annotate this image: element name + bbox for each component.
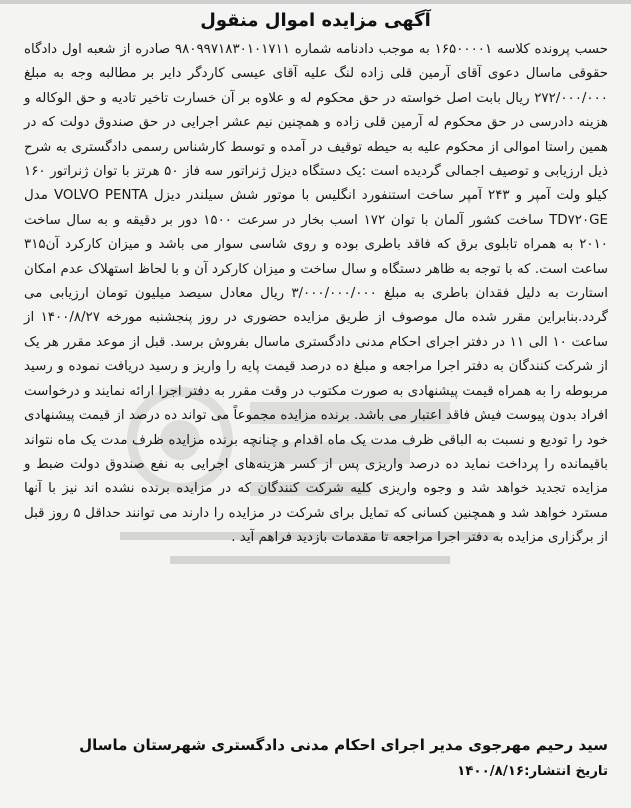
notice-body (24, 38, 608, 551)
publish-date: تاریخ انتشار:۱۴۰۰/۸/۱۶ (457, 764, 608, 779)
notice-title: آگهی مزایده اموال منقول (200, 10, 431, 31)
notice-body-paragraph: حسب پرونده کلاسه ۱۶۵۰۰۰۰۱ به موجب دادنامه شماره ۹۸۰۹۹۷۱۸۳۰۱۰۱۷۱۱ صادره از شعبه اول دادگاه حقوقی ماسال دعوی آقای آرمین قلی زاده لنگ علیه آقای عیسی کاردگر دایر بر مطالبه وجه به مبلغ ۲۷۲/۰۰۰/۰۰۰ ریال بابت اصل خواسته در حق محکوم له و علاوه بر آن خسارت تاخیر تادیه و حق الوکاله و هزینه دادرسی در حق محکوم له آرمین قلی زاده و همچنین نیم عشر اجرایی در حق صندوق دولت که در همین راستا اموالی از محکوم علیه به حیطه توقیف در آمده و توسط کارشناس رسمی دادگستری به شرح ذیل ارزیابی و توصیف اجمالی گردیده است :یک دستگاه دیزل ژنراتور سه فاز ۵۰ هرتز با توان ژنراتور ۱۶۰ کیلو ولت آمپر و ۲۴۳ آمپر ساخت استنفورد انگلیس با موتور شش سیلندر دیزل VOLVO PENTA مدل TD۷۲۰GE ساخت کشور آلمان با توان ۱۷۲ اسب بخار در سرعت ۱۵۰۰ دور بر دقیقه و به سال ساخت ۲۰۱۰ به همراه تابلوی برق که فاقد باطری بوده و روی شاسی سوار می باشد و میزان کارکرد آن۳۱۵ ساعت است. که با توجه به ظاهر دستگاه و سال ساخت و میزان کارکرد آن و با لحاظ استهلاک عدم امکان استارت به دلیل فقدان باطری به مبلغ ۳/۰۰۰/۰۰۰/۰۰۰ ریال معادل سیصد میلیون تومان ارزیابی می گردد.بنابراین مقرر شده مال موصوف از طریق مزایده حضوری در روز پنجشنبه مورخه ۱۴۰۰/۸/۲۷ از ساعت ۱۰ الی ۱۱ در دفتر اجرای احکام مدنی دادگستری ماسال بفروش برسد. قبل از موعد مقرر هر یک از شرکت کنندگان به دفتر اجرا مراجعه و مبلغ ده درصد قیمت پایه را واریز و رسید دریافت نموده و رسید مربوطه را به همراه قیمت پیشنهادی به صورت مکتوب در وقت مقرر به دفتر اجرا ارائه نمایند و درخواست افراد بدون پیوست فیش فاقد اعتبار می باشد. برنده مزایده مجموعاً می تواند ده درصد از قیمت پیشنهادی خود را تودیع و نسبت به الباقی ظرف مدت یک ماه اقدام و چنانچه برنده مزایده ظرف مدت یک ماه نتواند باقیمانده را پرداخت نماید ده درصد واریزی پس از کسر هزینه‌های اجرایی به نفع صندوق دولت ضبط و مزایده تجدید خواهد شد و وجوه واریزی کلیه شرکت کنندگان که در مزایده برنده نشده اند نیز با آنها مسترد خواهد شد و همچنین کسانی که تمایل برای شرکت در مزایده را دارند می توانند حداقل ۵ روز قبل از برگزاری مزایده به دفتر اجرا مراجعه تا مقدمات بازدید فراهم آید . (24, 42, 609, 546)
top-edge-strip (0, 0, 631, 4)
signature-line: سید رحیم مهرجوی مدیر اجرای احکام مدنی دادگستری شهرستان ماسال (79, 736, 608, 754)
